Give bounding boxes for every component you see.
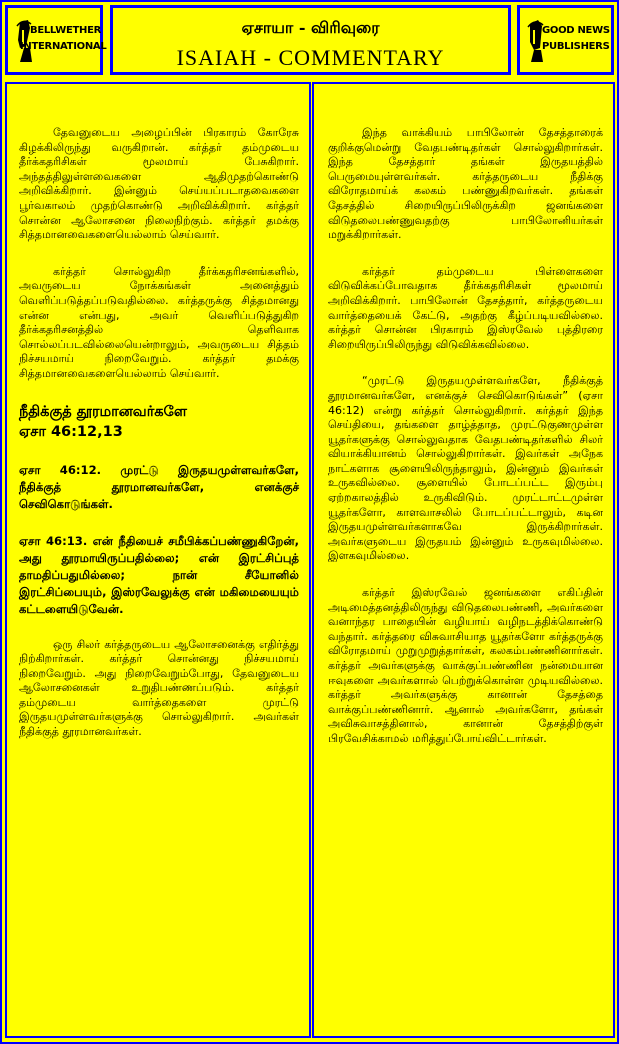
title-english: ISAIAH - COMMENTARY: [176, 45, 445, 70]
right-logo-box: [517, 5, 614, 75]
verse-46-12: ஏசா 46:12. முரட்டு இருதயமுள்ளவர்களே, நீதிக்குத் தூரமானவர்களே, எனக்குச் செவிகொடுங்கள்.: [19, 462, 299, 511]
section-heading-reference: ஏசா 46:12,13: [19, 423, 123, 440]
left-column: [5, 82, 311, 1038]
header: [2, 2, 617, 82]
title-tamil: ஏசாயா - விரிவுரை: [241, 18, 380, 37]
right-paragraph-4: கர்த்தர் இஸ்ரவேல் ஜனங்களை எகிப்தின் அடிமைத்தனத்திலிருந்து விடுதலைபண்ணி, அவர்களை வனாந்தர பாதையின் வழியாய் வழிநடத்திக்கொண்டு வந்தார். கர்த்தரை விசுவாசியாத யூதர்களோ கர்த்தருக்கு விரோதமாய் முறுமுறுத்தார்கள், கலகம்பண்ணினார்கள். கர்த்தர் அவர்களுக்கு வாக்குப்பண்ணின நன்மையான ஈவுகளை அவர்களால் பெற்றுக்கொள்ள முடியவில்லை. கர்த்தர் அவர்களுக்கு கானான் தேசத்தை வாக்குப்பண்ணினார். ஆனால் அவர்களோ, தங்கள் அவிசுவாசத்தினால், கானான் தேசத்திற்குள் பிரவேசிக்காமல் மரித்துப்போய்விட்டார்கள்.: [328, 586, 603, 745]
right-paragraph-1: இந்த வாக்கியம் பாபிலோன் தேசத்தாரைக் குறிக்குமென்று வேதபண்டிதர்கள் சொல்லுகிறார்கள். இந்த தேசத்தார் தங்கள் இருதயத்தில் பெருமையுள்ளவர்கள். கர்த்தருடைய நீதிக்கு விரோதமாய்க் கலகம் பண்ணுகிறவர்கள். தங்கள் தேசத்தில் சிறையிருப்பிலிருக்கிற ஜனங்களை விடுதலைபண்ணுவதற்கு பாபிலோனியர்கள் மறுக்கிறார்கள்.: [328, 126, 603, 242]
left-paragraph-1: தேவனுடைய அழைப்பின் பிரகாரம் கோரேசு கிழக்கிலிருந்து வருகிறான். கர்த்தர் தம்முடைய தீர்க்கதரிசிகள் மூலமாய் பேசுகிறார். அந்தத்திலுள்ளவைகளை ஆதிமுதற்கொண்டு அறிவிக்கிறார். இன்னும் செய்யப்படாதவைகளை பூர்வகாலம் முதற்கொண்டு அறிவிக்கிறார். கர்த்தர் சொன்ன ஆலோசனை நிலைநிற்கும். கர்த்தர் தமக்கு சித்தமானவைகளையெல்லாம் செய்வார்.: [19, 126, 299, 242]
title-box: [110, 5, 511, 75]
section-heading: நீதிக்குத் தூரமானவர்களே: [19, 403, 187, 420]
left-publisher-line1: BELLWETHER: [30, 25, 102, 36]
right-paragraph-3: “முரட்டு இருதயமுள்ளவர்களே, நீதிக்குத் தூரமானவர்களே, எனக்குச் செவிகொடுங்கள்” (ஏசா 46:12) என்று கர்த்தர் சொல்லுகிறார். கர்த்தர் இந்த செய்தியை, தங்களை தாழ்த்தாத, முரட்டுகுணமுள்ள யூதர்களுக்கு சொல்லுவதாக வேதபண்டிதர்களில் சிலர் வியாக்கியானம் சொல்லுகிறார்கள். இவர்கள் அநேக நாட்களாக சூளையிலிருந்தாலும், இன்னும் இவர்கள் உருகவில்லை. சூளையில் போடப்பட்ட இரும்பு ஏற்றகாலத்தில் உருகிவிடும். முரட்டாட்டமுள்ள யூதர்களோ, காளவாசலில் போடப்பட்டாலும், கடின இருதயமுள்ளவர்களாகவே இருக்கிறார்கள். அவர்களுடைய இருதயம் இன்னும் உருகவுமில்லை. இளகவுமில்லை.: [328, 374, 603, 563]
left-logo-box: [5, 5, 107, 75]
right-paragraph-2: கர்த்தர் தம்முடைய பிள்ளைகளை விடுவிக்கப்போவதாக தீர்க்கதரிசிகள் மூலமாய் அறிவிக்கிறார். பாபிலோன் தேசத்தார், கர்த்தருடைய வார்த்தையைக் கேட்டு, அதற்கு கீழ்ப்படியவில்லை. கர்த்தர் சொன்ன பிரகாரம் இஸ்ரவேல் புத்திரரை சிறையிருப்பிலிருந்து விடுவிக்கவில்லை.: [328, 264, 603, 351]
right-publisher-line1: GOOD NEWS: [542, 25, 610, 36]
left-paragraph-3: ஒரு சிலர் கர்த்தருடைய ஆலோசனைக்கு எதிர்த்து நிற்கிறார்கள். கர்த்தர் சொன்னது நிச்சயமாய் நிறைவேறும். அது நிறைவேறும்போது, தேவனுடைய ஆலோசனைகள் உறுதிபண்ணப்படும். கர்த்தர் தம்முடைய வார்த்தைகளை முரட்டு இருதயமுள்ளவர்களுக்கு சொல்லுகிறார். அவர்கள் நீதிக்குத் தூரமானவர்கள்.: [19, 637, 299, 739]
left-publisher-line2: INTERNATIONAL: [20, 41, 107, 52]
right-publisher-line2: PUBLISHERS: [542, 41, 610, 52]
left-paragraph-2: கர்த்தர் சொல்லுகிற தீர்க்கதரிசனங்களில், அவருடைய நோக்கங்கள் அனைத்தும் வெளிப்படுத்தப்படுவதில்லை. கர்த்தருக்கு சித்தமானது என்ன என்பது, அவர் வெளிப்படுத்துகிற தீர்க்கதரிசனத்தில் தெளிவாக சொல்லப்படவில்லையென்றாலும், அவருடைய சித்தம் நிச்சயமாய் நிறைவேறும். கர்த்தர் தமக்கு சித்தமானவைகளையெல்லாம் செய்வார்.: [19, 264, 299, 380]
right-column: [312, 82, 615, 1038]
verse-46-13: ஏசா 46:13. என் நீதியைச் சமீபிக்கப்பண்ணுகிறேன், அது தூரமாயிருப்பதில்லை; என் இரட்சிப்புத் தாமதிப்பதுமில்லை; நான் சீயோனில் இரட்சிப்பையும், இஸ்ரவேலுக்கு என் மகிமையையும் கட்டளையிடுவேன்.: [19, 533, 299, 616]
